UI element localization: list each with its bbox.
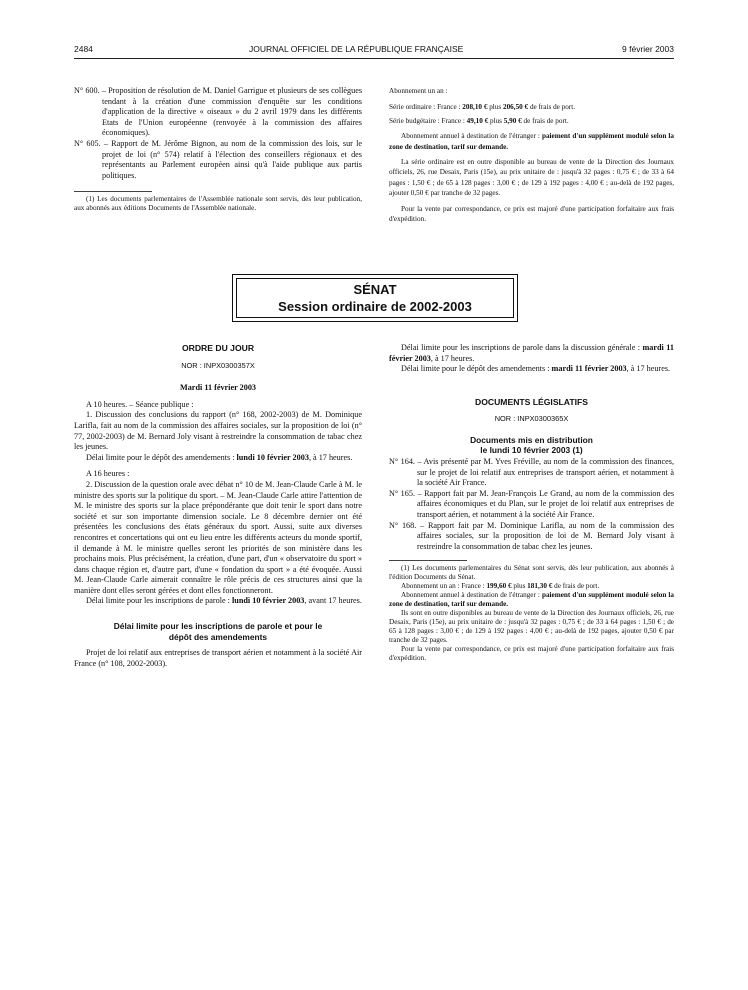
delai-2: Délai limite pour les inscriptions de parole : lundi 10 février 2003, avant 17 heures. — [86, 596, 362, 606]
projet-loi: Projet de loi relatif aux entreprises de transport aérien et notamment à la société Air France (n° 108, 2002-2003). — [74, 648, 362, 668]
ordre-title: ORDRE DU JOUR — [181, 343, 255, 353]
correspondance-note: Pour la vente par correspondance, ce prix est majoré d'une participation forfaitaire aux frais d'expédition. — [389, 204, 674, 224]
right-lower-column — [389, 343, 674, 663]
delai-subtitle: Délai limite pour les inscriptions de parole et pour le dépôt des amendements — [113, 621, 323, 642]
delai-amendements: Délai limite pour le dépôt des amendements : mardi 11 février 2003, à 17 heures. — [401, 364, 671, 374]
etranger-note: Abonnement annuel à destination de l'étranger : paiement d'un supplément modulé selon la zone de destination, tarif sur demande. — [389, 132, 674, 151]
serie-budgetaire: Série budgétaire : France : 49,10 € plus 5,90 € de frais de port. — [389, 116, 569, 125]
journal-title: JOURNAL OFFICIEL DE LA RÉPUBLIQUE FRANÇAISE — [249, 44, 464, 54]
senat-footnote: (1) Les documents parlementaires du Sénat sont servis, dès leur publication, aux abonnés à l'édition Documents du Sénat. — [389, 564, 674, 582]
documents-subtitle-2: le lundi 10 février 2003 (1) — [480, 444, 583, 455]
seance-16h: A 16 heures : — [86, 469, 130, 479]
delai-parole: Délai limite pour les inscriptions de parole dans la discussion générale : mardi 11 février 2003, à 17 heures. — [389, 343, 674, 363]
an-item: N° 600. – Proposition de résolution de M. Daniel Garrigue et plusieurs de ses collègues tendant à la création d'une commission d'enquête sur les conditions d'application de la directive « oiseaux » du 2 avril 1979 dans les différents Etats de l'Union européenne (renvoyée à la commission des affaires économiques). — [74, 86, 363, 138]
senat-box — [236, 278, 514, 318]
footnote-rule — [389, 560, 467, 561]
an-section — [74, 86, 362, 213]
point-2: 2. Discussion de la question orale avec débat n° 10 de M. Jean-Claude Carle à M. le ministre des sports sur la politique du sport. – M. Jean-Claude Carle attire l'attention de M. le ministre des sports sur la place prépondérante que doit tenir le sport dans notre société et sur son importante dimension sociale. Le 8 décembre dernier ont été présentées les conclusions des états généraux du sport. Aussi, suite aux diverses rencontres et concertations qui ont eu lieu entre les différents acteurs du monde sportif, il demande à M. le ministre quelles seront les priorités de son ministère dans les prochains mois. Plus précisément, la création, d'une part, d'un « observatoire du sport » dans chaque région et, d'autre part, d'une « fondation du sport » a été évoquée. Aussi M. Jean-Claude Carle aimerait connaître le rôle précis de ces structures ainsi que la manière dont elles seront gérées et dont elles fonctionneront. — [74, 479, 362, 595]
senat-session: Session ordinaire de 2002-2003 — [278, 299, 472, 314]
point-1: 1. Discussion des conclusions du rapport (n° 168, 2002-2003) de M. Dominique Larifla, fait au nom de la commission des affaires sociales, sur la proposition de loi (n° 77, 2002-2003) de M. Bernard Joly visant à restreindre la consommation de tabac chez les jeunes. — [74, 410, 362, 452]
document-item: N° 168. – Rapport fait par M. Dominique Larifla, au nom de la commission des affaires sociales, sur la proposition de loi de M. Bernard Joly visant à restreindre la consommation de tabac chez les jeunes. — [389, 520, 675, 551]
documents-footer — [389, 564, 674, 663]
ordre-du-jour — [74, 343, 362, 669]
senat-vente: Ils sont en outre disponibles au bureau de vente de la Direction des Journaux officiels, 26, rue Desaix, Paris (15e), au prix unitaire de : jusqu'à 32 pages : 0,75 € ; de 33 à 64 pages : 1,50 € ; de 65 à 128 pages : 3,00 € ; de 129 à 192 pages : 4,00 € ; au-delà de 192 pages, ajouter 0,50 € par tranche de 32 pages. — [389, 609, 674, 645]
senat-title: SÉNAT — [353, 282, 397, 297]
delai-1: Délai limite pour le dépôt des amendements : lundi 10 février 2003, à 17 heures. — [86, 452, 353, 462]
seance-intro: A 10 heures. – Séance publique : — [86, 399, 194, 409]
page-header — [74, 44, 674, 59]
senat-correspondance: Pour la vente par correspondance, ce prix est majoré d'une participation forfaitaire aux frais d'expédition. — [389, 645, 674, 663]
document-item: N° 164. – Avis présenté par M. Yves Fréville, au nom de la commission des finances, sur le projet de loi relatif aux entreprises de transport aérien, et notamment à la société Air France. — [389, 456, 674, 488]
documents-nor: NOR : INPX0300365X — [494, 414, 569, 424]
documents-title: DOCUMENTS LÉGISLATIFS — [475, 396, 588, 407]
footnote-rule — [74, 191, 152, 192]
serie-ordinaire: Série ordinaire : France : 208,10 € plus 206,50 € de frais de port. — [389, 103, 576, 112]
ordre-nor: NOR : INPX0300357X — [181, 360, 255, 370]
documents-subtitle-1: Documents mis en distribution — [470, 434, 593, 445]
document-item: N° 165. – Rapport fait par M. Jean-François Le Grand, au nom de la commission des affaires économiques et du Plan, sur le projet de loi relatif aux entreprises de transport aérien, et notamment à la société Air France. — [389, 488, 675, 519]
page-number: 2484 — [74, 44, 93, 54]
an-footnote: (1) Les documents parlementaires de l'Assemblée nationale sont servis, dès leur publication, aux abonnés aux éditions Documents de l'Assemblée nationale. — [74, 195, 362, 213]
ordre-date: Mardi 11 février 2003 — [179, 383, 257, 393]
senat-abonnement: Abonnement un an : France : 199,60 € plus 181,30 € de frais de port. — [401, 582, 600, 591]
issue-date: 9 février 2003 — [622, 44, 674, 54]
senat-etranger: Abonnement annuel à destination de l'étranger : paiement d'un supplément modulé selon la zone de destination, tarif sur demande. — [389, 591, 674, 609]
vente-note: La série ordinaire est en outre disponible au bureau de vente de la Direction des Journaux officiels, 26, rue Desaix, Paris (15e), au prix unitaire de : jusqu'à 32 pages : 0,75 € ; de 33 à 64 pages : 1,50 € ; de 65 à 128 pages : 3,00 € ; de 129 à 192 pages : 4,00 € ; au-delà de 192 pages, ajouter 0,50 € par tranche de 32 pages. — [389, 158, 674, 198]
an-item: N° 605. – Rapport de M. Jérôme Bignon, au nom de la commission des lois, sur le projet de loi (n° 574) relatif à l'élection des conseillers régionaux et des représentants au Parlement européen ainsi qu'à l'aide publique aux partis politiques. — [74, 138, 363, 180]
abonnement-title: Abonnement un an : — [389, 87, 448, 95]
abonnement-top — [389, 86, 674, 224]
